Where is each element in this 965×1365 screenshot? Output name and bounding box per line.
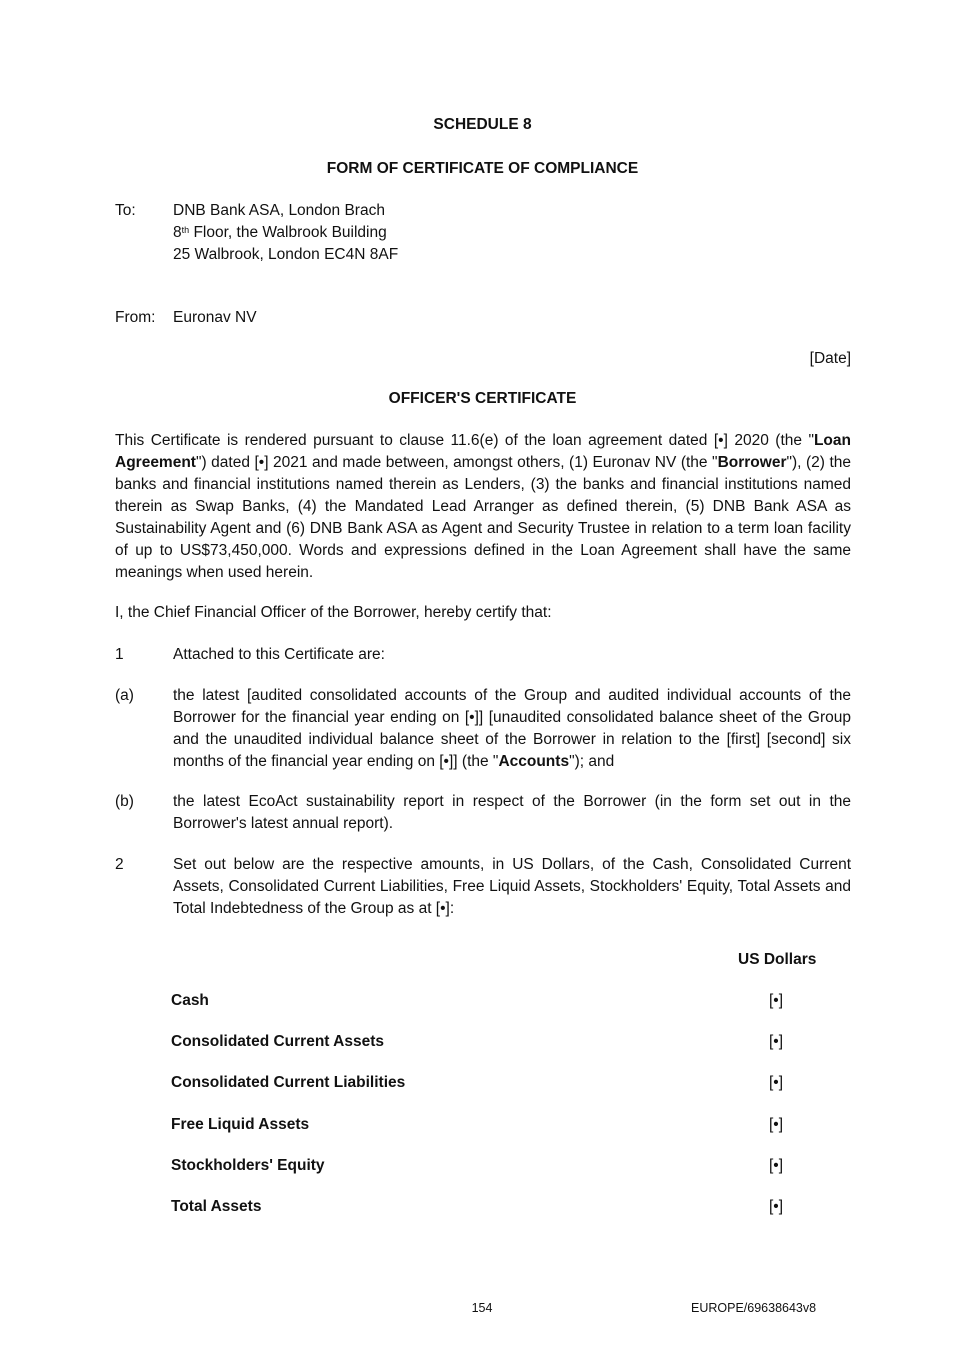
floor-number: 8 (173, 224, 182, 241)
page-number: 154 (471, 1301, 493, 1315)
form-title: FORM OF CERTIFICATE OF COMPLIANCE (326, 160, 639, 177)
table-row-value: [•] (768, 1198, 784, 1215)
item-b-number: (b) (115, 793, 134, 810)
schedule-title: SCHEDULE 8 (433, 116, 532, 133)
floor-suffix: th (181, 225, 190, 235)
item-b-text: the latest EcoAct sustainability report in respect of the Borrower (in the form set out in the Borrower's latest annual report). (173, 793, 851, 832)
term-loan-agreement: Loan Agreement (115, 432, 851, 471)
table-row-label: Stockholders' Equity (171, 1157, 325, 1174)
certify-line: I, the Chief Financial Officer of the Borrower, hereby certify that: (115, 604, 552, 621)
from-value: Euronav NV (173, 309, 257, 326)
term-accounts: Accounts (498, 753, 570, 770)
intro-paragraph: This Certificate is rendered pursuant to clause 11.6(e) of the loan agreement dated [•] 2020 (the "Loan Agreement") dated [•] 2021 and made between, amongst others, (1) Euronav NV (the "Borrower"), (2) the banks and financial institutions named therein as Lenders, (3) the banks and financial institutions named therein as Swap Banks, (4) the Mandated Lead Arranger as defined therein, (5) DNB Bank ASA as Sustainability Agent and (6) DNB Bank ASA as Agent and Security Trustee in relation to a term loan facility of up to US$73,450,000. Words and expressions defined in the Loan Agreement shall have the same meanings when used herein. (115, 432, 851, 581)
to-label: To: (115, 202, 136, 219)
table-row-label: Consolidated Current Liabilities (171, 1074, 406, 1091)
table-row-label: Free Liquid Assets (171, 1116, 310, 1133)
to-address-line1: DNB Bank ASA, London Brach (173, 202, 385, 219)
item-1-number: 1 (115, 646, 124, 663)
item-a-number: (a) (115, 687, 134, 704)
date-placeholder: [Date] (809, 350, 851, 367)
table-row-value: [•] (768, 1116, 784, 1133)
item-1-text: Attached to this Certificate are: (173, 646, 385, 663)
table-row-value: [•] (768, 1033, 784, 1050)
document-reference: EUROPE/69638643v8 (691, 1301, 817, 1315)
item-2-text: Set out below are the respective amounts, in US Dollars, of the Cash, Consolidated Current Assets, Consolidated Current Liabilities, Free Liquid Assets, Stockholders' Equity, Total Assets and Total Indebtedness of the Group as at [•]: (173, 856, 851, 917)
item-a-text: the latest [audited consolidated accounts of the Group and audited individual accounts of the Borrower for the financial year ending on [•]] [unaudited consolidated balance sheet of the Group and the unaudited individual balance sheet of the Borrower in relation to the [first] [second] six months of the financial year ending on [•]] (the "Accounts"); and (173, 687, 851, 770)
item-2-number: 2 (115, 856, 124, 873)
table-row-label: Cash (171, 992, 209, 1009)
table-row-value: [•] (768, 992, 784, 1009)
term-borrower: Borrower (717, 454, 787, 471)
certificate-title: OFFICER'S CERTIFICATE (388, 390, 577, 407)
table-row-label: Total Assets (171, 1198, 262, 1215)
to-address-line3: 25 Walbrook, London EC4N 8AF (173, 246, 399, 263)
table-row-label: Consolidated Current Assets (171, 1033, 385, 1050)
floor-rest: Floor, the Walbrook Building (189, 224, 387, 241)
table-row-value: [•] (768, 1157, 784, 1174)
from-label: From: (115, 309, 156, 326)
table-row-value: [•] (768, 1074, 784, 1091)
to-address-line2 (173, 222, 387, 244)
table-header-us-dollars: US Dollars (738, 951, 817, 968)
